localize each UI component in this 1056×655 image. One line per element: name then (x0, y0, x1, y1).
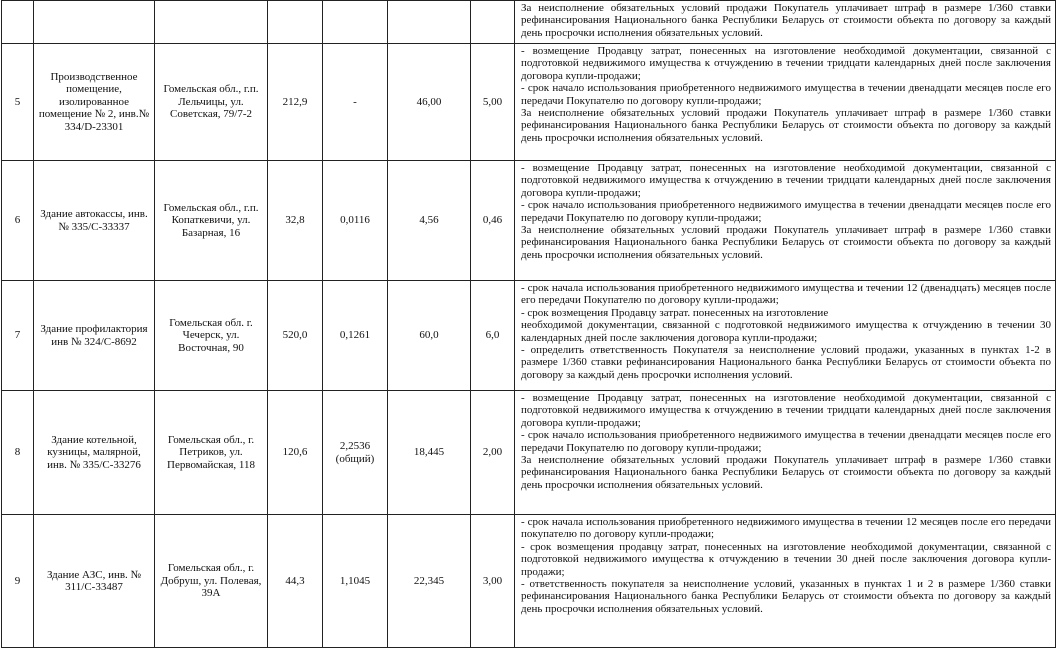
condition-text: - срок начала использования приобретенного недвижимого имущества и течении 12 (двенадцать) месяцев после его передачи Покупателю по договору купли-продажи; (521, 282, 1051, 307)
land-cell (323, 391, 388, 515)
condition-text: - возмещение Продавцу затрат, понесенных на изготовление необходимой документации, связанной с подготовкой недвижимого имущества к отчуждению в течении тридцати календарных дней после заключения договора купли-продажи; (521, 162, 1051, 199)
condition-text: - возмещение Продавцу затрат, понесенных на изготовление необходимой документации, связанной с подготовкой недвижимого имущества к отчуждению в течении тридцати календарных дней после заключения договора купли-продажи; (521, 45, 1051, 82)
price-cell: 22,345 (388, 515, 471, 648)
condition-text: - ответственность покупателя за неисполнение условий, указанных в пунктах 1 и 2 в размере 1/360 ставки рефинансирования Национального банка Республики Беларусь от стоимости объекта по договору за каждый день просрочки исполнения обязательных условий. (521, 578, 1051, 615)
condition-text: - срок начало использования приобретенного недвижимого имущества в течении двенадцати месяцев после его передачи Покупателю по договору купли-продажи; (521, 82, 1051, 107)
price-cell: 46,00 (388, 44, 471, 161)
num-cell: 9 (2, 515, 34, 648)
conditions-cell (515, 281, 1056, 391)
condition-text: - срок возмещения Продавцу затрат. понесенных на изготовление (521, 306, 829, 319)
name-cell: Здание котельной, кузницы, малярной, инв. № 335/С-33276 (34, 391, 155, 515)
land-cell: 0,1261 (323, 281, 388, 391)
name-cell: Здание профилактория инв № 324/С-8692 (34, 281, 155, 391)
condition-text: необходимой документации, связанной с подготовкой недвижимого имущества к отчуждению в течении 30 календарных дней после заключения договора купли-продажи; (521, 319, 1051, 344)
land-cell: - (323, 44, 388, 161)
condition-text: За неисполнение обязательных условий продажи Покупатель уплачивает штраф в размере 1/360 ставки рефинансирования Национального банка Республики Беларусь от стоимости объекта по договору за каждый день просрочки исполнения обязательных условий. (521, 224, 1051, 261)
conditions-cell (515, 391, 1056, 515)
conditions-cell (515, 515, 1056, 648)
condition-text: - срок начала использования приобретенного недвижимого имущества в течении 12 месяцев после его передачи покупателю по договору купли-продажи; (521, 516, 1051, 541)
property-lots-table (1, 0, 1056, 648)
address-cell (155, 1, 268, 44)
land-note: (общий) (335, 452, 375, 465)
table-row (2, 281, 1056, 391)
table-row (2, 161, 1056, 281)
table-body (2, 1, 1056, 648)
condition-text: За неисполнение обязательных условий продажи Покупатель уплачивает штраф в размере 1/360 ставки рефинансирования Национального банка Республики Беларусь от стоимости объекта по договору за каждый день просрочки исполнения обязательных условий. (521, 2, 1051, 39)
area-cell: 520,0 (268, 281, 323, 391)
conditions-cell (515, 1, 1056, 44)
num-cell: 7 (2, 281, 34, 391)
conditions-cell (515, 44, 1056, 161)
deposit-cell: 3,00 (471, 515, 515, 648)
land-cell: 1,1045 (323, 515, 388, 648)
num-cell: 8 (2, 391, 34, 515)
area-cell: 212,9 (268, 44, 323, 161)
price-cell (388, 1, 471, 44)
price-cell: 4,56 (388, 161, 471, 281)
land-cell (323, 1, 388, 44)
price-cell: 18,445 (388, 391, 471, 515)
condition-text: За неисполнение обязательных условий продажи Покупатель уплачивает штраф в размере 1/360 ставки рефинансирования Национального банка Республики Беларусь от стоимости объекта по договору за каждый день просрочки исполнения обязательных условий. (521, 454, 1051, 491)
name-cell: Здание АЗС, инв. № 311/С-33487 (34, 515, 155, 648)
land-cell: 0,0116 (323, 161, 388, 281)
condition-text: - срок начало использования приобретенного недвижимого имущества в течении двенадцати месяцев после его передачи Покупателю по договору купли-продажи; (521, 429, 1051, 454)
deposit-cell: 6,0 (471, 281, 515, 391)
condition-text: - определить ответственность Покупателя за неисполнение условий продажи, указанных в пунктах 1-2 в размере 1/360 ставки рефинансирования Национального банка Республики Беларусь от стоимости объекта по договору за каждый день просрочки исполнения условий. (521, 344, 1051, 381)
num-cell (2, 1, 34, 44)
area-cell: 44,3 (268, 515, 323, 648)
deposit-cell (471, 1, 515, 44)
table-row (2, 44, 1056, 161)
conditions-cell (515, 161, 1056, 281)
area-cell (268, 1, 323, 44)
deposit-cell: 0,46 (471, 161, 515, 281)
deposit-cell: 2,00 (471, 391, 515, 515)
num-cell: 6 (2, 161, 34, 281)
name-cell: Здание автокассы, инв. № 335/С-33337 (34, 161, 155, 281)
condition-text: За неисполнение обязательных условий продажи Покупатель уплачивает штраф в размере 1/360 ставки рефинансирования Национального банка Республики Беларусь от стоимости объекта по договору за каждый день просрочки исполнения обязательных условий. (521, 107, 1051, 144)
condition-text: - срок начало использования приобретенного недвижимого имущества в течении двенадцати месяцев после его передачи Покупателю по договору купли-продажи; (521, 199, 1051, 224)
table-row (2, 1, 1056, 44)
condition-text: - возмещение Продавцу затрат, понесенных на изготовление необходимой документации, связанной с подготовкой недвижимого имущества к отчуждению в течении тридцати календарных дней после заключения договора купли-продажи; (521, 392, 1051, 429)
address-cell: Гомельская обл. г. Чечерск, ул. Восточная, 90 (155, 281, 268, 391)
name-cell: Производственное помещение, изолированное помещение № 2, инв.№ 334/D-23301 (34, 44, 155, 161)
area-cell: 120,6 (268, 391, 323, 515)
table-row (2, 391, 1056, 515)
num-cell: 5 (2, 44, 34, 161)
condition-text: - срок возмещения продавцу затрат, понесенных на изготовление необходимой документации, связанной с подготовкой недвижимого имущества к отчуждению в течении 30 дней после заключения договора купли-продажи; (521, 540, 1051, 578)
deposit-cell: 5,00 (471, 44, 515, 161)
address-cell: Гомельская обл., г. Добруш, ул. Полевая, 39А (155, 515, 268, 648)
address-cell: Гомельская обл., г. Петриков, ул. Первомайская, 118 (155, 391, 268, 515)
name-cell (34, 1, 155, 44)
table-row (2, 515, 1056, 648)
land-value: 2,2536 (339, 440, 371, 453)
address-cell: Гомельская обл., г.п. Лельчицы, ул. Советская, 79/7-2 (155, 44, 268, 161)
address-cell: Гомельская обл., г.п. Копаткевичи, ул. Базарная, 16 (155, 161, 268, 281)
price-cell: 60,0 (388, 281, 471, 391)
area-cell: 32,8 (268, 161, 323, 281)
